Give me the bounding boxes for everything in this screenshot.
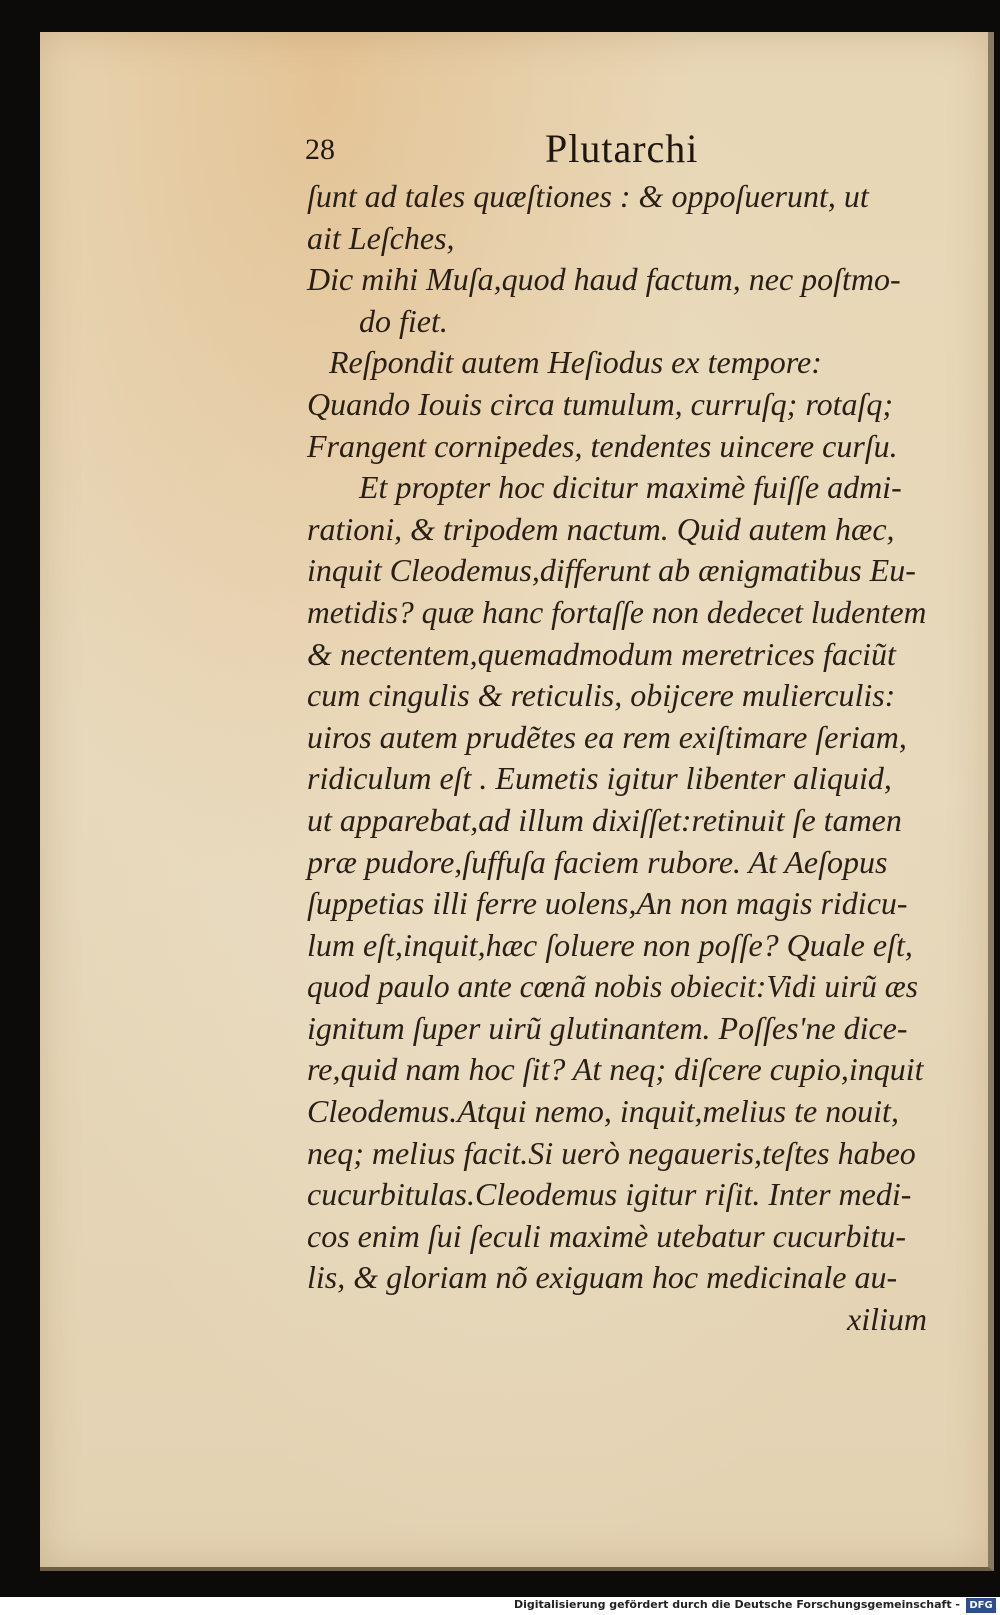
text-line: ut apparebat,ad illum dixiſſet:retinuit ſe tamen (307, 801, 902, 838)
text-line: ſuppetias illi ferre uolens,An non magis ridicu- (307, 885, 908, 922)
text-line: Quando Iouis circa tumulum, curruſq; rotaſq; (307, 385, 894, 422)
text-line: & nectentem,quemadmodum meretrices faciũt (307, 635, 896, 672)
footer-bar (0, 1597, 1000, 1615)
text-line: neq; melius facit.Si uerò negaueris,teſtes habeo (307, 1134, 916, 1171)
text-line: lis, & gloriam nõ exiguam hoc medicinale au- (307, 1259, 898, 1296)
text-line: inquit Cleodemus,differunt ab ænigmatibus Eu- (307, 552, 916, 589)
text-line: uiros autem prudẽtes ea rem exiſtimare ſeriam, (307, 718, 907, 755)
text-line: Et propter hoc dicitur maximè fuiſſe admi- (359, 469, 902, 506)
text-line: Frangent cornipedes, tendentes uincere curſu. (307, 427, 898, 464)
text-line: ridiculum eſt . Eumetis igitur libenter aliquid, (307, 760, 892, 797)
text-line: metidis? quæ hanc fortaſſe non dedecet ludentem (307, 594, 927, 630)
text-line: præ pudore,ſuffuſa faciem rubore. At Aeſopus (307, 843, 888, 880)
text-line: cum cingulis & reticulis, obijcere mulierculis: (307, 677, 896, 714)
page-header (305, 127, 930, 179)
dfg-logo: DFG (966, 1598, 996, 1613)
catchword: xilium (847, 1301, 927, 1338)
text-line: ait Leſches, (307, 219, 455, 256)
text-line: cucurbitulas.Cleodemus igitur riſit. Inter medi- (307, 1176, 912, 1213)
text-line: Dic mihi Muſa,quod haud factum, nec poſtmo- (307, 261, 901, 298)
text-line: Cleodemus.Atqui nemo, inquit,melius te nouit, (307, 1093, 899, 1130)
text-line: lum eſt,inquit,hæc ſoluere non poſſe? Quale eſt, (307, 926, 913, 963)
text-line: cos enim ſui ſeculi maximè utebatur cucurbitu- (307, 1217, 906, 1254)
text-line: re,quid nam hoc ſit? At neq; diſcere cupio,inquit (307, 1051, 924, 1088)
funding-credit: Digitalisierung gefördert durch die Deutsche Forschungsgemeinschaft - (513, 1598, 960, 1611)
text-line: quod paulo ante cœnã nobis obiecit:Vidi uirũ æs (307, 969, 919, 1005)
page-number: 28 (305, 133, 335, 166)
text-line: ſunt ad tales quæſtiones : & oppoſuerunt, ut (307, 178, 869, 214)
text-line: do fiet. (359, 302, 448, 339)
body-text (307, 176, 927, 1341)
text-line: ignitum ſuper uirũ glutinantem. Poſſes'ne dice- (307, 1009, 908, 1046)
text-line: Reſpondit autem Heſiodus ex tempore: (329, 344, 822, 381)
text-line: rationi, & tripodem nactum. Quid autem hæc, (307, 510, 895, 547)
running-title: Plutarchi (545, 126, 699, 171)
